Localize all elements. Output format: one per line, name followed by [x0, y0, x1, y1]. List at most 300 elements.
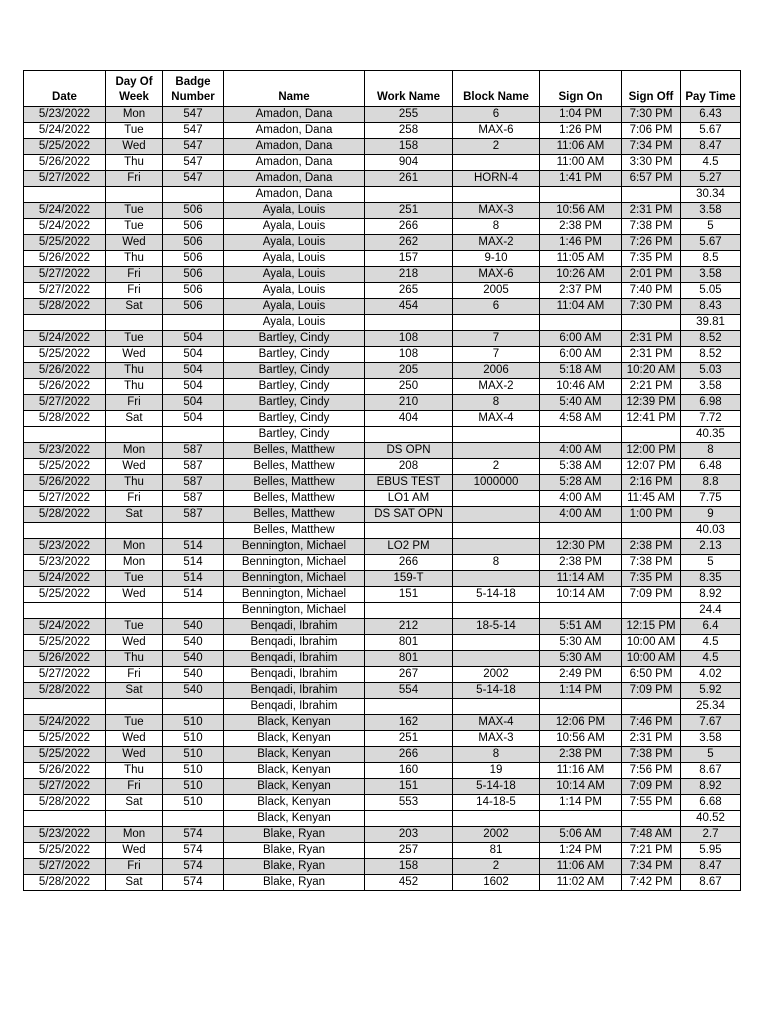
cell-sign-on: 6:00 AM	[540, 347, 622, 363]
cell-block-name	[453, 651, 540, 667]
cell-block-name	[453, 315, 540, 331]
cell-badge-number: 510	[163, 715, 224, 731]
table-row	[24, 139, 741, 155]
table-row	[24, 571, 741, 587]
cell-day-of-week	[106, 699, 163, 715]
cell-day-of-week: Fri	[106, 667, 163, 683]
cell-pay-time: 30.34	[681, 187, 741, 203]
cell-name: Belles, Matthew	[224, 459, 365, 475]
cell-sign-off: 2:31 PM	[622, 203, 681, 219]
cell-block-name	[453, 491, 540, 507]
cell-date: 5/25/2022	[24, 347, 106, 363]
cell-block-name: 2	[453, 139, 540, 155]
cell-sign-off: 7:06 PM	[622, 123, 681, 139]
cell-block-name: 5-14-18	[453, 587, 540, 603]
cell-pay-time: 6.48	[681, 459, 741, 475]
cell-day-of-week: Thu	[106, 251, 163, 267]
cell-day-of-week: Tue	[106, 331, 163, 347]
cell-name: Belles, Matthew	[224, 475, 365, 491]
cell-sign-on: 5:40 AM	[540, 395, 622, 411]
cell-badge-number: 510	[163, 763, 224, 779]
header-pay-time: Pay Time	[681, 71, 741, 107]
table-row	[24, 155, 741, 171]
cell-sign-on: 2:38 PM	[540, 555, 622, 571]
cell-sign-off: 7:38 PM	[622, 219, 681, 235]
cell-sign-on: 11:14 AM	[540, 571, 622, 587]
cell-sign-off: 2:01 PM	[622, 267, 681, 283]
table-row	[24, 827, 741, 843]
cell-block-name	[453, 699, 540, 715]
cell-name: Black, Kenyan	[224, 763, 365, 779]
cell-date: 5/23/2022	[24, 443, 106, 459]
cell-work-name: LO1 AM	[365, 491, 453, 507]
cell-date	[24, 699, 106, 715]
cell-block-name: 1000000	[453, 475, 540, 491]
cell-date	[24, 427, 106, 443]
cell-badge-number	[163, 523, 224, 539]
cell-day-of-week	[106, 811, 163, 827]
cell-work-name: 159-T	[365, 571, 453, 587]
cell-pay-time: 6.98	[681, 395, 741, 411]
cell-pay-time: 5	[681, 219, 741, 235]
cell-work-name: 203	[365, 827, 453, 843]
cell-name: Ayala, Louis	[224, 315, 365, 331]
cell-name: Bartley, Cindy	[224, 427, 365, 443]
cell-pay-time: 5.92	[681, 683, 741, 699]
cell-date	[24, 603, 106, 619]
cell-date	[24, 811, 106, 827]
cell-sign-off: 7:40 PM	[622, 283, 681, 299]
cell-sign-on: 5:30 AM	[540, 635, 622, 651]
cell-block-name: 7	[453, 331, 540, 347]
cell-day-of-week: Fri	[106, 283, 163, 299]
table-row	[24, 539, 741, 555]
cell-sign-off: 6:50 PM	[622, 667, 681, 683]
cell-name: Bartley, Cindy	[224, 347, 365, 363]
cell-sign-off	[622, 187, 681, 203]
cell-badge-number: 540	[163, 683, 224, 699]
cell-date: 5/25/2022	[24, 587, 106, 603]
cell-pay-time: 3.58	[681, 267, 741, 283]
cell-block-name: 8	[453, 555, 540, 571]
cell-badge-number	[163, 603, 224, 619]
cell-day-of-week: Wed	[106, 731, 163, 747]
table-row	[24, 747, 741, 763]
cell-name: Black, Kenyan	[224, 779, 365, 795]
cell-name: Blake, Ryan	[224, 827, 365, 843]
cell-badge-number: 504	[163, 363, 224, 379]
cell-sign-on: 1:14 PM	[540, 795, 622, 811]
cell-sign-off: 7:30 PM	[622, 299, 681, 315]
cell-name: Ayala, Louis	[224, 203, 365, 219]
cell-badge-number: 514	[163, 555, 224, 571]
cell-sign-off: 10:20 AM	[622, 363, 681, 379]
table-row	[24, 491, 741, 507]
cell-work-name: 158	[365, 139, 453, 155]
cell-pay-time: 4.5	[681, 635, 741, 651]
cell-sign-off: 3:30 PM	[622, 155, 681, 171]
cell-date: 5/26/2022	[24, 475, 106, 491]
cell-pay-time: 9	[681, 507, 741, 523]
cell-pay-time: 24.4	[681, 603, 741, 619]
cell-block-name	[453, 539, 540, 555]
cell-date: 5/26/2022	[24, 363, 106, 379]
table-row	[24, 331, 741, 347]
cell-sign-on: 10:14 AM	[540, 779, 622, 795]
cell-sign-on	[540, 699, 622, 715]
cell-work-name: DS OPN	[365, 443, 453, 459]
cell-sign-off: 2:31 PM	[622, 331, 681, 347]
cell-badge-number: 504	[163, 379, 224, 395]
cell-pay-time: 8.67	[681, 763, 741, 779]
cell-sign-off: 2:31 PM	[622, 347, 681, 363]
cell-day-of-week: Fri	[106, 779, 163, 795]
cell-pay-time: 3.58	[681, 379, 741, 395]
total-row	[24, 603, 741, 619]
cell-work-name: 208	[365, 459, 453, 475]
cell-block-name: 2005	[453, 283, 540, 299]
cell-name: Bartley, Cindy	[224, 395, 365, 411]
cell-pay-time: 5.67	[681, 235, 741, 251]
cell-work-name: 158	[365, 859, 453, 875]
cell-name: Blake, Ryan	[224, 843, 365, 859]
cell-sign-off: 7:35 PM	[622, 251, 681, 267]
cell-pay-time: 7.67	[681, 715, 741, 731]
cell-sign-on: 11:05 AM	[540, 251, 622, 267]
cell-block-name: 2	[453, 859, 540, 875]
cell-badge-number: 540	[163, 635, 224, 651]
cell-day-of-week: Thu	[106, 475, 163, 491]
cell-sign-on	[540, 811, 622, 827]
cell-work-name: 262	[365, 235, 453, 251]
cell-day-of-week: Wed	[106, 139, 163, 155]
cell-date: 5/23/2022	[24, 555, 106, 571]
cell-pay-time: 8	[681, 443, 741, 459]
cell-badge-number: 574	[163, 859, 224, 875]
cell-day-of-week: Wed	[106, 635, 163, 651]
header-sign-off: Sign Off	[622, 71, 681, 107]
cell-work-name: 904	[365, 155, 453, 171]
cell-day-of-week	[106, 523, 163, 539]
table-row	[24, 683, 741, 699]
cell-day-of-week: Tue	[106, 619, 163, 635]
cell-name: Benqadi, Ibrahim	[224, 635, 365, 651]
table-row	[24, 123, 741, 139]
table-row	[24, 411, 741, 427]
cell-block-name: MAX-6	[453, 267, 540, 283]
cell-block-name: 18-5-14	[453, 619, 540, 635]
cell-badge-number: 547	[163, 107, 224, 123]
cell-date: 5/24/2022	[24, 331, 106, 347]
cell-sign-on	[540, 187, 622, 203]
cell-block-name	[453, 811, 540, 827]
cell-sign-off: 2:31 PM	[622, 731, 681, 747]
cell-name: Belles, Matthew	[224, 507, 365, 523]
cell-badge-number: 504	[163, 347, 224, 363]
cell-work-name: 265	[365, 283, 453, 299]
cell-pay-time: 5	[681, 747, 741, 763]
cell-sign-on: 12:30 PM	[540, 539, 622, 555]
cell-work-name: 266	[365, 555, 453, 571]
cell-name: Bennington, Michael	[224, 571, 365, 587]
cell-work-name: 151	[365, 779, 453, 795]
cell-name: Amadon, Dana	[224, 139, 365, 155]
cell-work-name	[365, 603, 453, 619]
table-row	[24, 235, 741, 251]
table-row	[24, 763, 741, 779]
cell-day-of-week: Mon	[106, 827, 163, 843]
cell-sign-off: 1:00 PM	[622, 507, 681, 523]
cell-work-name: 157	[365, 251, 453, 267]
header-day-of-week: Day Of Week	[106, 71, 163, 107]
cell-name: Amadon, Dana	[224, 171, 365, 187]
cell-date: 5/26/2022	[24, 651, 106, 667]
cell-sign-on: 11:06 AM	[540, 139, 622, 155]
cell-name: Amadon, Dana	[224, 107, 365, 123]
cell-badge-number	[163, 699, 224, 715]
cell-date: 5/24/2022	[24, 619, 106, 635]
cell-block-name	[453, 427, 540, 443]
cell-date: 5/24/2022	[24, 219, 106, 235]
cell-date: 5/25/2022	[24, 747, 106, 763]
cell-sign-on: 10:14 AM	[540, 587, 622, 603]
cell-date: 5/23/2022	[24, 107, 106, 123]
cell-date: 5/28/2022	[24, 795, 106, 811]
cell-day-of-week: Tue	[106, 715, 163, 731]
cell-pay-time: 8.5	[681, 251, 741, 267]
cell-sign-on	[540, 427, 622, 443]
table-row	[24, 299, 741, 315]
cell-name: Bartley, Cindy	[224, 379, 365, 395]
cell-date: 5/25/2022	[24, 843, 106, 859]
cell-date: 5/27/2022	[24, 859, 106, 875]
cell-date: 5/28/2022	[24, 875, 106, 891]
cell-sign-on: 1:14 PM	[540, 683, 622, 699]
cell-sign-off: 7:38 PM	[622, 555, 681, 571]
cell-work-name: 205	[365, 363, 453, 379]
cell-work-name: 452	[365, 875, 453, 891]
cell-work-name: 162	[365, 715, 453, 731]
cell-badge-number: 510	[163, 779, 224, 795]
cell-pay-time: 6.68	[681, 795, 741, 811]
cell-pay-time: 8.67	[681, 875, 741, 891]
cell-sign-on: 4:00 AM	[540, 443, 622, 459]
header-row	[24, 71, 741, 107]
cell-pay-time: 7.72	[681, 411, 741, 427]
cell-sign-on: 11:00 AM	[540, 155, 622, 171]
cell-badge-number: 587	[163, 459, 224, 475]
cell-sign-off: 12:07 PM	[622, 459, 681, 475]
cell-sign-off	[622, 699, 681, 715]
cell-date: 5/26/2022	[24, 251, 106, 267]
cell-work-name: 218	[365, 267, 453, 283]
cell-sign-on: 4:00 AM	[540, 491, 622, 507]
cell-sign-on	[540, 523, 622, 539]
cell-pay-time: 5	[681, 555, 741, 571]
cell-sign-on: 10:26 AM	[540, 267, 622, 283]
cell-badge-number: 506	[163, 219, 224, 235]
cell-work-name: 267	[365, 667, 453, 683]
cell-block-name: 81	[453, 843, 540, 859]
cell-date: 5/27/2022	[24, 491, 106, 507]
payroll-table	[23, 70, 741, 891]
cell-sign-on: 10:56 AM	[540, 731, 622, 747]
header-badge-number: Badge Number	[163, 71, 224, 107]
cell-sign-on: 5:06 AM	[540, 827, 622, 843]
total-row	[24, 315, 741, 331]
cell-date: 5/28/2022	[24, 411, 106, 427]
cell-badge-number: 574	[163, 843, 224, 859]
cell-block-name: 2002	[453, 827, 540, 843]
table-row	[24, 619, 741, 635]
cell-name: Bennington, Michael	[224, 555, 365, 571]
cell-work-name: 160	[365, 763, 453, 779]
cell-work-name: EBUS TEST	[365, 475, 453, 491]
cell-badge-number: 587	[163, 491, 224, 507]
cell-block-name: 8	[453, 747, 540, 763]
cell-name: Bennington, Michael	[224, 539, 365, 555]
cell-date: 5/25/2022	[24, 459, 106, 475]
cell-badge-number: 587	[163, 475, 224, 491]
cell-name: Black, Kenyan	[224, 795, 365, 811]
cell-name: Ayala, Louis	[224, 267, 365, 283]
table-row	[24, 587, 741, 603]
table-row	[24, 795, 741, 811]
cell-block-name: MAX-4	[453, 715, 540, 731]
cell-day-of-week: Tue	[106, 123, 163, 139]
cell-sign-off: 12:00 PM	[622, 443, 681, 459]
cell-badge-number: 506	[163, 299, 224, 315]
table-row	[24, 395, 741, 411]
table-row	[24, 203, 741, 219]
cell-sign-off: 2:38 PM	[622, 539, 681, 555]
total-row	[24, 187, 741, 203]
cell-name: Ayala, Louis	[224, 283, 365, 299]
cell-badge-number: 547	[163, 139, 224, 155]
cell-sign-on: 10:56 AM	[540, 203, 622, 219]
cell-name: Ayala, Louis	[224, 219, 365, 235]
cell-day-of-week	[106, 315, 163, 331]
cell-day-of-week	[106, 427, 163, 443]
cell-block-name: 2	[453, 459, 540, 475]
cell-sign-on: 11:02 AM	[540, 875, 622, 891]
cell-badge-number: 506	[163, 203, 224, 219]
cell-work-name: 212	[365, 619, 453, 635]
cell-block-name	[453, 507, 540, 523]
cell-sign-on: 5:18 AM	[540, 363, 622, 379]
cell-name: Amadon, Dana	[224, 187, 365, 203]
cell-block-name: 8	[453, 219, 540, 235]
cell-date: 5/24/2022	[24, 123, 106, 139]
cell-badge-number: 506	[163, 251, 224, 267]
cell-sign-on: 1:26 PM	[540, 123, 622, 139]
cell-block-name	[453, 523, 540, 539]
header-sign-on: Sign On	[540, 71, 622, 107]
cell-name: Benqadi, Ibrahim	[224, 619, 365, 635]
cell-badge-number: 540	[163, 651, 224, 667]
cell-block-name: MAX-3	[453, 731, 540, 747]
cell-sign-off: 7:55 PM	[622, 795, 681, 811]
cell-date: 5/25/2022	[24, 235, 106, 251]
cell-sign-on: 2:49 PM	[540, 667, 622, 683]
cell-work-name: 266	[365, 219, 453, 235]
cell-sign-on	[540, 315, 622, 331]
cell-block-name: 7	[453, 347, 540, 363]
cell-name: Bennington, Michael	[224, 587, 365, 603]
table-row	[24, 635, 741, 651]
cell-day-of-week: Sat	[106, 507, 163, 523]
cell-name: Amadon, Dana	[224, 155, 365, 171]
cell-badge-number: 547	[163, 123, 224, 139]
cell-badge-number: 514	[163, 587, 224, 603]
cell-pay-time: 2.13	[681, 539, 741, 555]
cell-sign-on: 2:38 PM	[540, 219, 622, 235]
cell-work-name	[365, 523, 453, 539]
cell-date: 5/27/2022	[24, 267, 106, 283]
total-row	[24, 427, 741, 443]
cell-sign-on: 10:46 AM	[540, 379, 622, 395]
cell-sign-off: 12:41 PM	[622, 411, 681, 427]
cell-sign-on: 2:38 PM	[540, 747, 622, 763]
table-row	[24, 555, 741, 571]
cell-pay-time: 3.58	[681, 731, 741, 747]
cell-pay-time: 4.5	[681, 155, 741, 171]
cell-date: 5/25/2022	[24, 139, 106, 155]
cell-name: Benqadi, Ibrahim	[224, 699, 365, 715]
cell-work-name: 257	[365, 843, 453, 859]
cell-name: Ayala, Louis	[224, 251, 365, 267]
cell-work-name: 261	[365, 171, 453, 187]
cell-date: 5/27/2022	[24, 667, 106, 683]
cell-pay-time: 5.95	[681, 843, 741, 859]
cell-sign-on: 12:06 PM	[540, 715, 622, 731]
cell-day-of-week: Mon	[106, 539, 163, 555]
cell-badge-number: 510	[163, 795, 224, 811]
cell-date: 5/26/2022	[24, 763, 106, 779]
cell-sign-on: 1:41 PM	[540, 171, 622, 187]
cell-sign-on: 5:28 AM	[540, 475, 622, 491]
cell-sign-on	[540, 603, 622, 619]
cell-name: Belles, Matthew	[224, 523, 365, 539]
cell-work-name: 108	[365, 331, 453, 347]
cell-block-name: 5-14-18	[453, 683, 540, 699]
cell-sign-on: 5:38 AM	[540, 459, 622, 475]
table-row	[24, 347, 741, 363]
cell-pay-time: 8.52	[681, 331, 741, 347]
table-row	[24, 731, 741, 747]
cell-badge-number: 574	[163, 827, 224, 843]
table-row	[24, 875, 741, 891]
cell-pay-time: 4.02	[681, 667, 741, 683]
cell-badge-number	[163, 315, 224, 331]
cell-day-of-week: Sat	[106, 875, 163, 891]
cell-date: 5/26/2022	[24, 379, 106, 395]
cell-pay-time: 40.03	[681, 523, 741, 539]
cell-sign-on: 1:04 PM	[540, 107, 622, 123]
cell-sign-off: 7:35 PM	[622, 571, 681, 587]
cell-sign-on: 6:00 AM	[540, 331, 622, 347]
cell-work-name: 801	[365, 651, 453, 667]
cell-block-name	[453, 603, 540, 619]
cell-sign-off: 7:21 PM	[622, 843, 681, 859]
cell-pay-time: 39.81	[681, 315, 741, 331]
cell-sign-off: 7:48 AM	[622, 827, 681, 843]
cell-sign-off: 7:38 PM	[622, 747, 681, 763]
cell-date	[24, 187, 106, 203]
cell-date: 5/23/2022	[24, 539, 106, 555]
cell-date: 5/25/2022	[24, 635, 106, 651]
cell-day-of-week: Fri	[106, 491, 163, 507]
